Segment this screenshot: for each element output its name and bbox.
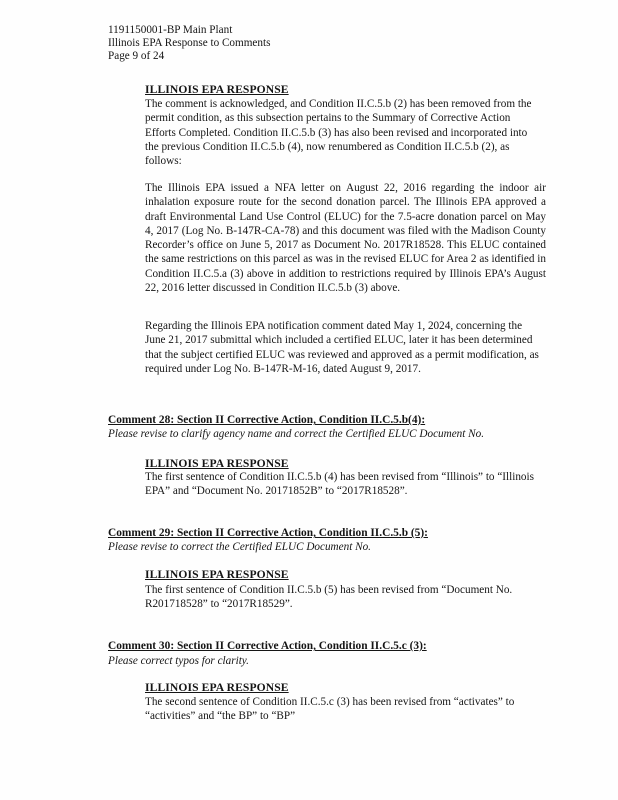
response-heading: ILLINOIS EPA RESPONSE — [145, 457, 289, 470]
header-permit-id: 1191150001-BP Main Plant — [108, 24, 233, 36]
response-paragraph: The Illinois EPA issued a NFA letter on August 22, 2016 regarding the indoor air inhalation exposure route for the second donation parcel. The Illinois EPA approved a draft Environmental Land Use Control (ELUC) for the 7.5-acre donation parcel on May 4, 2017 (Log No. B-147R-CA-78) and this document was filed with the Madison County Recorder’s office on June 5, 2017 as Document No. 2017R18528. This ELUC contained the same restrictions on this parcel as was in the revised ELUC for Area 2 as identified in Condition II.C.5.a (3) above in addition to restrictions required by Illinois EPA’s August 22, 2016 letter discussed in Condition II.C.5.b (3) above. — [145, 182, 546, 295]
response-paragraph: Regarding the Illinois EPA notification comment dated May 1, 2024, concerning the June 21, 2017 submittal which included a certified ELUC, later it has been determined that the subject certified ELUC was reviewed and approved as a permit modification, as required under Log No. B-147R-M-16, dated August 9, 2017. — [145, 320, 539, 375]
response-heading: ILLINOIS EPA RESPONSE — [145, 568, 289, 581]
header-page-number: Page 9 of 24 — [108, 50, 165, 62]
response-paragraph: The comment is acknowledged, and Condition II.C.5.b (2) has been removed from the permit condition, as this subsection pertains to the Summary of Corrective Action Efforts Completed. Condition II.C.5.b (3) has also been revised and incorporated into the previous Condition II.C.5.b (4), now renumbered as Condition II.C.5.b (2), as follows: — [145, 98, 532, 168]
response-paragraph: The first sentence of Condition II.C.5.b (4) has been revised from “Illinois” to “Illinois EPA” and “Document No. 20171852B” to “2017R18528”. — [145, 471, 534, 498]
comment-title: Comment 29: Section II Corrective Action, Condition II.C.5.b (5): — [108, 527, 428, 539]
comment-request: Please revise to correct the Certified ELUC Document No. — [108, 541, 371, 553]
response-heading: ILLINOIS EPA RESPONSE — [145, 681, 289, 694]
header-document-title: Illinois EPA Response to Comments — [108, 37, 271, 49]
response-paragraph: The second sentence of Condition II.C.5.c (3) has been revised from “activates” to “activities” and “the BP” to “BP” — [145, 696, 515, 723]
response-heading: ILLINOIS EPA RESPONSE — [145, 83, 289, 96]
comment-request: Please correct typos for clarity. — [108, 655, 249, 667]
comment-title: Comment 30: Section II Corrective Action, Condition II.C.5.c (3): — [108, 640, 427, 652]
page-header — [108, 24, 270, 63]
comment-title: Comment 28: Section II Corrective Action, Condition II.C.5.b(4): — [108, 414, 426, 426]
comment-request: Please revise to clarify agency name and correct the Certified ELUC Document No. — [108, 428, 485, 440]
response-paragraph: The first sentence of Condition II.C.5.b (5) has been revised from “Document No. R201718528” to “2017R18529”. — [145, 584, 513, 611]
